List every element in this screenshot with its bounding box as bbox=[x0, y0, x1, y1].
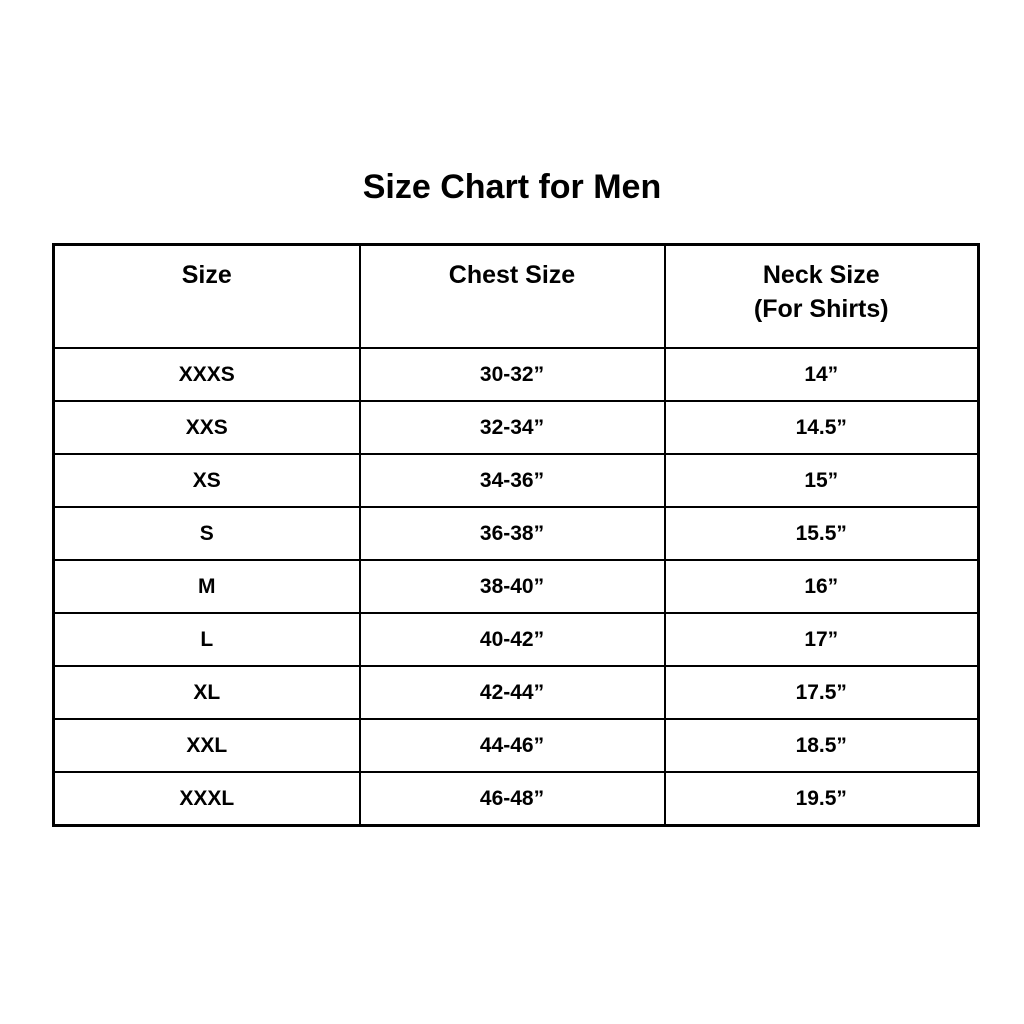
table-row bbox=[54, 348, 979, 401]
header-size-label: Size bbox=[181, 261, 232, 289]
header-neck-size bbox=[665, 245, 979, 349]
chest-cell: 30-32” bbox=[360, 348, 665, 401]
neck-cell: 14” bbox=[665, 348, 979, 401]
chest-cell: 44-46” bbox=[360, 719, 665, 772]
chest-cell: 40-42” bbox=[360, 613, 665, 666]
chest-cell: 34-36” bbox=[360, 454, 665, 507]
header-neck-size-label: Neck Size bbox=[762, 261, 880, 289]
chest-cell: 42-44” bbox=[360, 666, 665, 719]
table-row bbox=[54, 613, 979, 666]
table-row bbox=[54, 772, 979, 826]
page-title: Size Chart for Men bbox=[362, 168, 662, 206]
size-cell: M bbox=[54, 560, 360, 613]
neck-cell: 17” bbox=[665, 613, 979, 666]
header-row bbox=[54, 245, 979, 349]
neck-cell: 15” bbox=[665, 454, 979, 507]
chest-cell: 38-40” bbox=[360, 560, 665, 613]
table-row bbox=[54, 401, 979, 454]
table-row bbox=[54, 454, 979, 507]
neck-cell: 19.5” bbox=[665, 772, 979, 826]
header-neck-size-sublabel: (For Shirts) bbox=[753, 294, 889, 323]
size-cell: XXXS bbox=[54, 348, 360, 401]
size-cell: XXS bbox=[54, 401, 360, 454]
size-cell: S bbox=[54, 507, 360, 560]
header-chest-size bbox=[360, 245, 665, 349]
chest-cell: 46-48” bbox=[360, 772, 665, 826]
neck-cell: 15.5” bbox=[665, 507, 979, 560]
neck-cell: 14.5” bbox=[665, 401, 979, 454]
table-row bbox=[54, 560, 979, 613]
neck-cell: 18.5” bbox=[665, 719, 979, 772]
size-cell: L bbox=[54, 613, 360, 666]
neck-cell: 16” bbox=[665, 560, 979, 613]
neck-cell: 17.5” bbox=[665, 666, 979, 719]
size-cell: XS bbox=[54, 454, 360, 507]
size-cell: XXXL bbox=[54, 772, 360, 826]
size-cell: XL bbox=[54, 666, 360, 719]
header-chest-size-label: Chest Size bbox=[448, 261, 576, 289]
chest-cell: 32-34” bbox=[360, 401, 665, 454]
table-row bbox=[54, 507, 979, 560]
header-size bbox=[54, 245, 360, 349]
size-chart-table bbox=[52, 243, 980, 827]
chest-cell: 36-38” bbox=[360, 507, 665, 560]
table-row bbox=[54, 719, 979, 772]
table-row bbox=[54, 666, 979, 719]
size-cell: XXL bbox=[54, 719, 360, 772]
